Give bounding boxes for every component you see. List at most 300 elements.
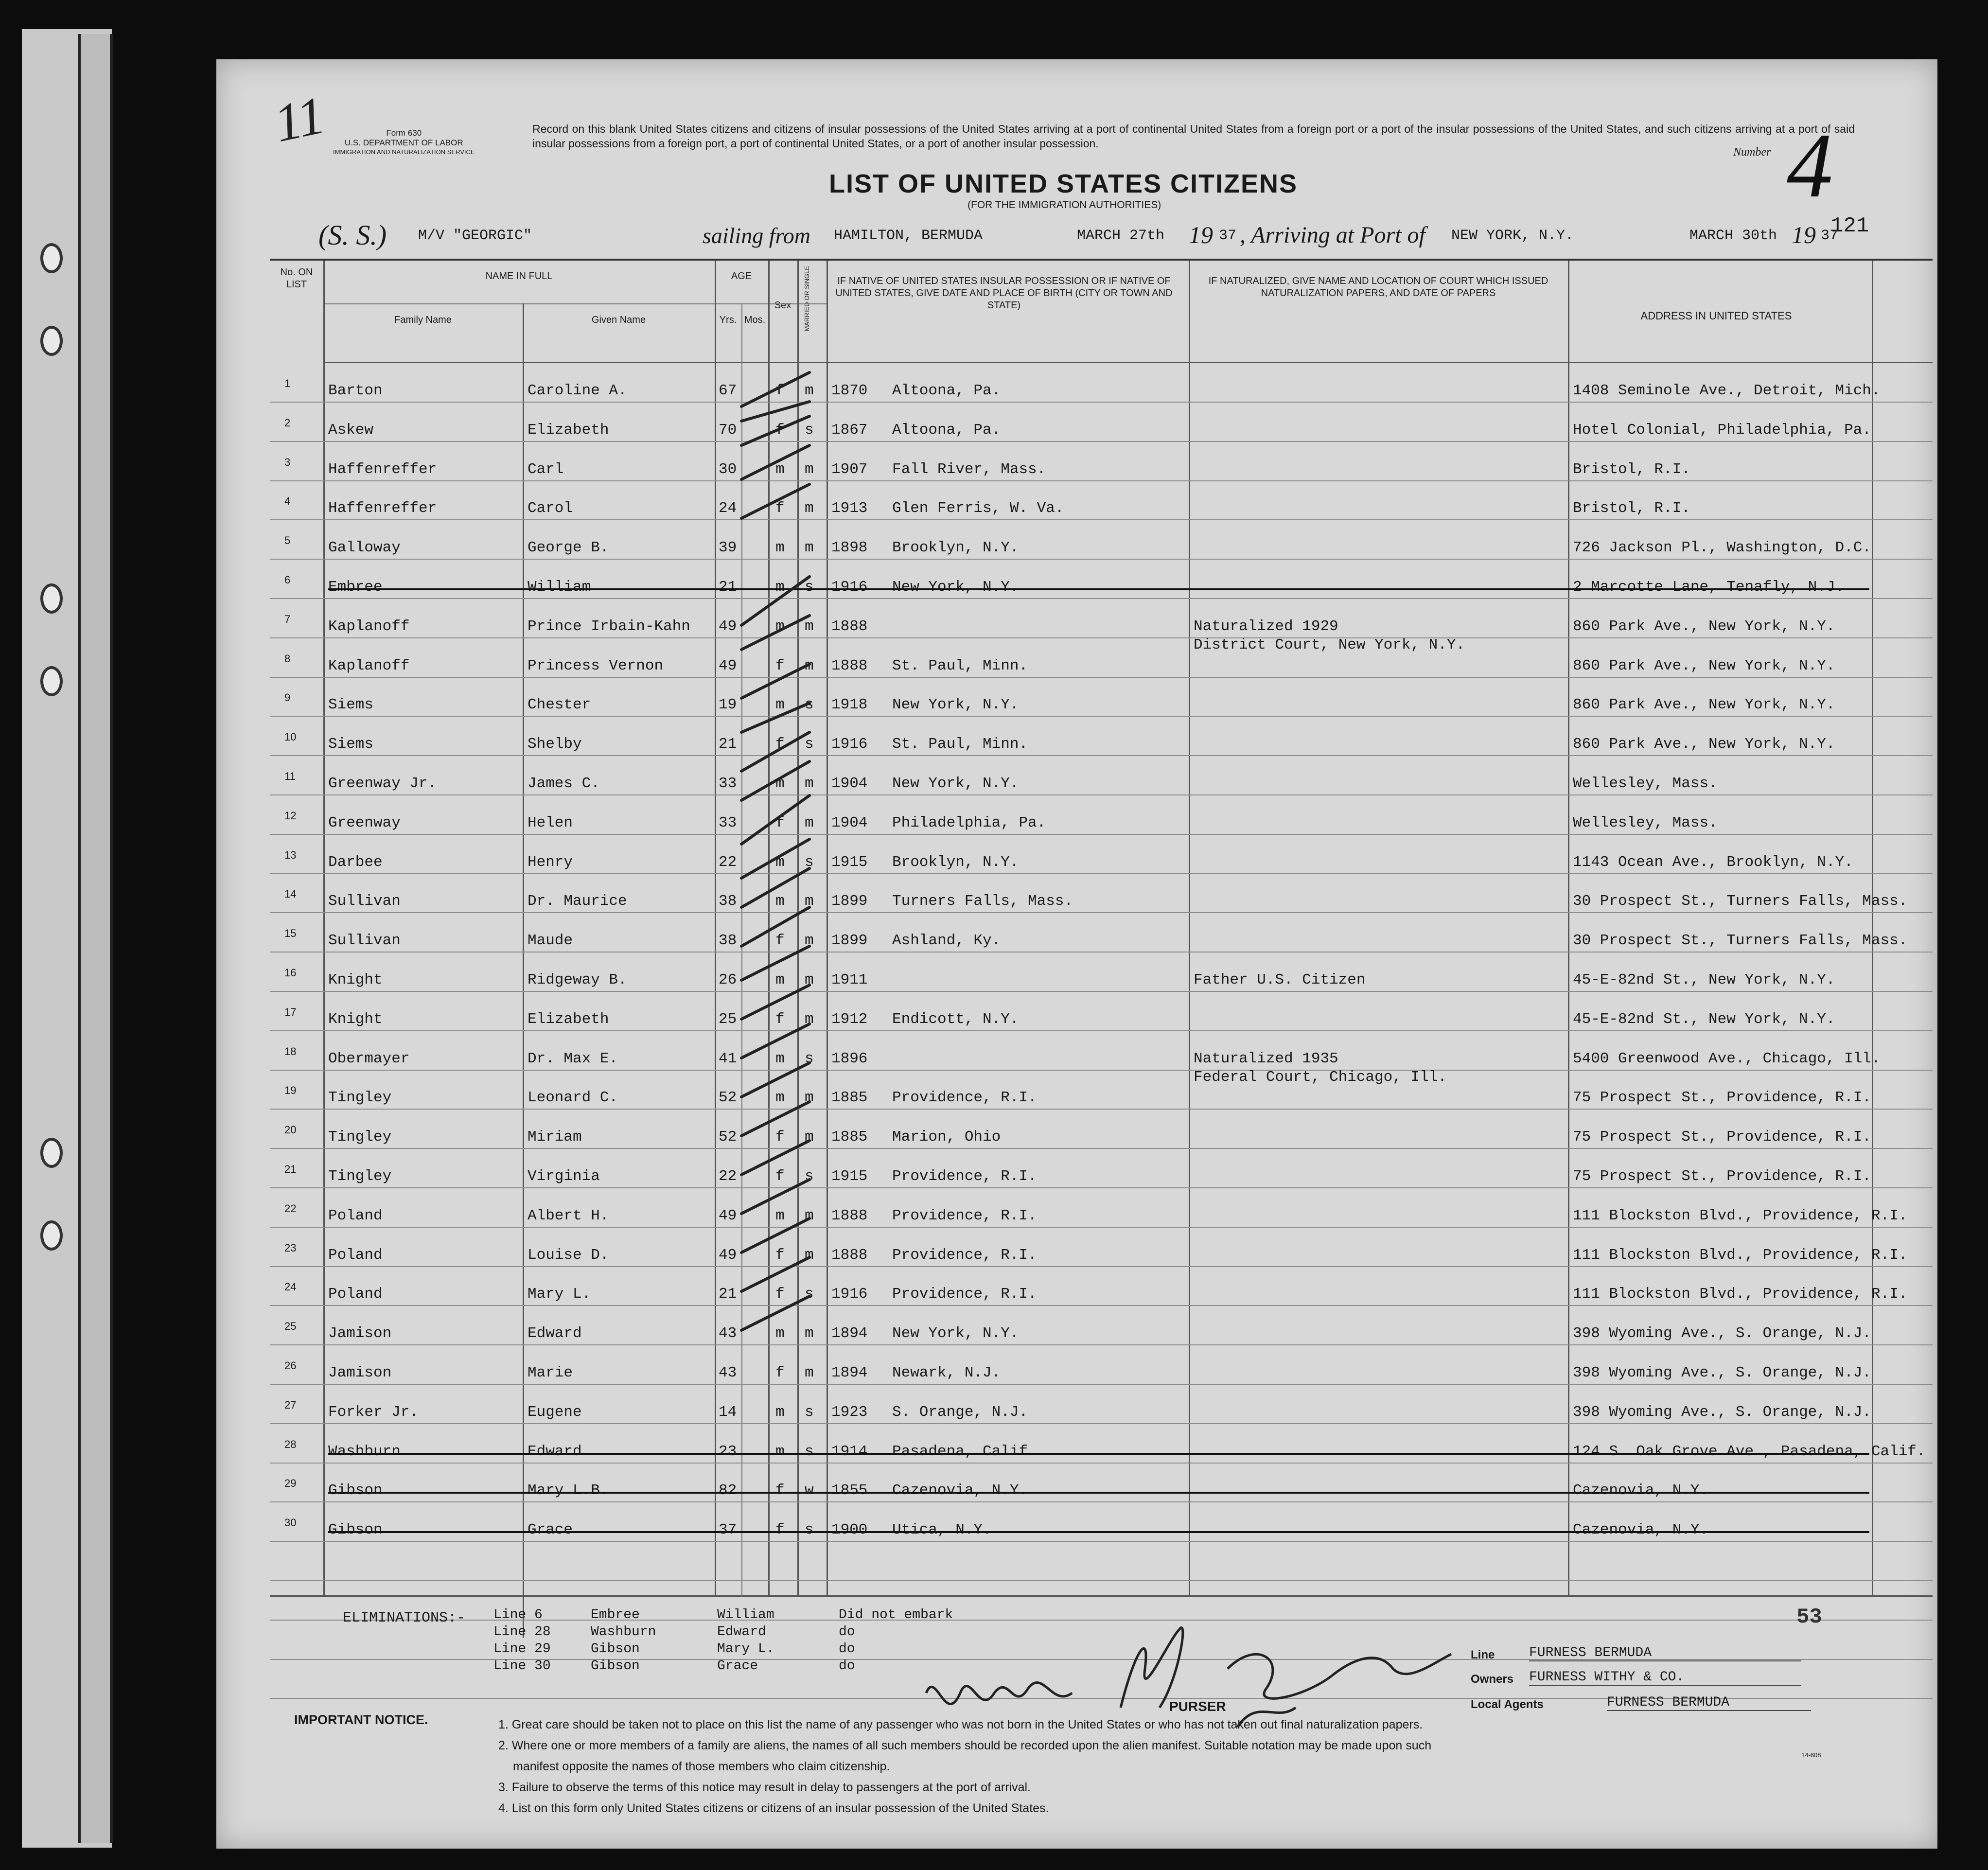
handwritten-mark: 11 bbox=[269, 85, 330, 154]
header-list-number: No. ON LIST bbox=[280, 267, 313, 290]
sex: m bbox=[775, 579, 785, 596]
sex: m bbox=[775, 1403, 785, 1421]
header-family-name: Family Name bbox=[394, 315, 452, 325]
ruled-line bbox=[270, 991, 1933, 992]
row-number: 24 bbox=[284, 1281, 297, 1293]
birth-place: Glen Ferris, W. Va. bbox=[892, 500, 1064, 517]
row-number: 2 bbox=[284, 416, 291, 429]
eliminations-label: ELIMINATIONS:- bbox=[343, 1610, 466, 1626]
notice-item: 1. Great care should be taken not to place on this list the name of any passenger who was not born in the United States or who has not taken out final naturalization papers. bbox=[498, 1718, 1423, 1731]
given-name: Eugene bbox=[528, 1403, 582, 1421]
given-name: Virginia bbox=[528, 1168, 600, 1185]
marital-status: m bbox=[805, 971, 814, 988]
marital-status: s bbox=[805, 1403, 814, 1421]
address: 30 Prospect St., Turners Falls, Mass. bbox=[1573, 932, 1908, 950]
naturalization-line2: Federal Court, Chicago, Ill. bbox=[1194, 1068, 1447, 1086]
punch-hole bbox=[40, 243, 63, 273]
family-name: Jamison bbox=[328, 1364, 392, 1381]
family-name: Haffenreffer bbox=[328, 460, 437, 478]
family-name: Kaplanoff bbox=[328, 617, 410, 635]
age: 21 bbox=[719, 1286, 737, 1303]
marital-status: m bbox=[805, 1207, 814, 1224]
marital-status: s bbox=[805, 1286, 814, 1303]
owners-value: FURNESS WITHY & CO. bbox=[1529, 1670, 1801, 1686]
address: 75 Prospect St., Providence, R.I. bbox=[1573, 1129, 1871, 1146]
birth-year: 1898 bbox=[831, 539, 868, 557]
given-name: Henry bbox=[528, 853, 573, 871]
address: 45-E-82nd St., New York, N.Y. bbox=[1573, 971, 1835, 988]
elimination-line: Line 6 bbox=[493, 1607, 543, 1623]
ruled-line bbox=[270, 1070, 1933, 1071]
punch-hole bbox=[40, 326, 63, 356]
address: 398 Wyoming Ave., S. Orange, N.J. bbox=[1573, 1403, 1871, 1421]
address: 75 Prospect St., Providence, R.I. bbox=[1573, 1168, 1871, 1185]
marital-status: m bbox=[805, 1364, 814, 1381]
given-name: Maude bbox=[528, 932, 573, 950]
age: 38 bbox=[719, 932, 737, 950]
ruled-line bbox=[270, 1384, 1933, 1385]
address: 726 Jackson Pl., Washington, D.C. bbox=[1573, 539, 1871, 557]
family-name: Embree bbox=[328, 579, 383, 596]
birth-place: Providence, R.I. bbox=[892, 1286, 1037, 1303]
given-name: Chester bbox=[528, 696, 591, 714]
row-number: 15 bbox=[284, 927, 297, 940]
family-name: Poland bbox=[328, 1246, 383, 1264]
marital-status: m bbox=[805, 539, 814, 557]
row-number: 16 bbox=[284, 967, 297, 979]
ruled-line bbox=[270, 1305, 1933, 1306]
sex: m bbox=[775, 1050, 785, 1067]
sex: m bbox=[775, 1443, 785, 1460]
ruled-line bbox=[270, 912, 1933, 913]
birth-year: 1885 bbox=[831, 1089, 868, 1107]
ss-label: (S. S.) bbox=[318, 219, 387, 251]
departure-date: MARCH 27th bbox=[1077, 228, 1165, 244]
departure-year-suffix: 37 bbox=[1219, 228, 1237, 244]
sex: m bbox=[775, 971, 785, 988]
marital-status: m bbox=[805, 893, 814, 910]
marital-status: w bbox=[805, 1482, 814, 1500]
age: 52 bbox=[719, 1089, 737, 1107]
address: 30 Prospect St., Turners Falls, Mass. bbox=[1573, 893, 1908, 910]
marital-status: s bbox=[805, 1443, 814, 1460]
column-rule bbox=[323, 261, 325, 1595]
row-number: 27 bbox=[284, 1398, 297, 1411]
birth-place: Altoona, Pa. bbox=[892, 382, 1001, 399]
elimination-given: Grace bbox=[717, 1658, 758, 1674]
elimination-given: Mary L. bbox=[717, 1641, 774, 1657]
birth-place: Pasadena, Calif. bbox=[892, 1443, 1037, 1460]
ruled-line bbox=[270, 1501, 1933, 1502]
notice-item: 2. Where one or more members of a family are aliens, the names of all such members should be recorded upon the alien manifest. Suitable notation may be made upon such bbox=[498, 1739, 1432, 1752]
given-name: Louise D. bbox=[528, 1246, 609, 1264]
birth-place: New York, N.Y. bbox=[892, 696, 1019, 714]
naturalization-line1: Naturalized 1935 bbox=[1194, 1050, 1338, 1067]
line-value: FURNESS BERMUDA bbox=[1529, 1645, 1801, 1661]
address: 398 Wyoming Ave., S. Orange, N.J. bbox=[1573, 1325, 1871, 1342]
marital-status: m bbox=[805, 1010, 814, 1028]
given-name: Marie bbox=[528, 1364, 573, 1381]
row-number: 5 bbox=[284, 534, 291, 547]
page-total: 53 bbox=[1796, 1605, 1822, 1629]
row-number: 28 bbox=[284, 1438, 297, 1450]
form-number: Form 630 bbox=[386, 128, 422, 138]
birth-year: 1885 bbox=[831, 1129, 868, 1146]
birth-place: St. Paul, Minn. bbox=[892, 657, 1028, 674]
birth-place: New York, N.Y. bbox=[892, 579, 1019, 596]
punch-hole bbox=[40, 1220, 63, 1251]
family-name: Forker Jr. bbox=[328, 1403, 419, 1421]
row-number: 12 bbox=[284, 809, 297, 822]
naturalization-line1: Father U.S. Citizen bbox=[1194, 971, 1366, 988]
marital-status: s bbox=[805, 853, 814, 871]
strikethrough-line bbox=[328, 1492, 1869, 1494]
marital-status: s bbox=[805, 1168, 814, 1185]
given-name: William bbox=[528, 579, 591, 596]
address: 860 Park Ave., New York, N.Y. bbox=[1573, 657, 1835, 674]
given-name: Mary L. bbox=[528, 1286, 591, 1303]
elimination-note: do bbox=[839, 1658, 855, 1674]
birth-year: 1912 bbox=[831, 1010, 868, 1028]
row-number: 26 bbox=[284, 1359, 297, 1372]
family-name: Tingley bbox=[328, 1168, 392, 1185]
given-name: Dr. Maurice bbox=[528, 893, 627, 910]
column-rule bbox=[1872, 261, 1873, 1595]
family-name: Washburn bbox=[328, 1443, 401, 1460]
address: 860 Park Ave., New York, N.Y. bbox=[1573, 617, 1835, 635]
family-name: Askew bbox=[328, 421, 374, 439]
sex: f bbox=[775, 736, 785, 753]
sailing-label: sailing from bbox=[703, 223, 810, 248]
birth-year: 1904 bbox=[831, 814, 868, 831]
ruled-line bbox=[270, 1423, 1933, 1424]
birth-place: New York, N.Y. bbox=[892, 1325, 1019, 1342]
header-months: Mos. bbox=[744, 315, 766, 325]
family-name: Gibson bbox=[328, 1521, 383, 1539]
age: 25 bbox=[719, 1010, 737, 1028]
given-name: Edward bbox=[528, 1325, 582, 1342]
ruled-line bbox=[270, 1109, 1933, 1110]
sex: m bbox=[775, 1207, 785, 1224]
row-number: 18 bbox=[284, 1045, 297, 1058]
elimination-family: Embree bbox=[591, 1607, 640, 1623]
punch-hole bbox=[40, 583, 63, 614]
birth-year: 1916 bbox=[831, 579, 868, 596]
given-name: George B. bbox=[528, 539, 609, 557]
elimination-given: William bbox=[717, 1607, 774, 1623]
age: 49 bbox=[719, 1207, 737, 1224]
family-name: Knight bbox=[328, 971, 383, 988]
birth-year: 1899 bbox=[831, 932, 868, 950]
marital-status: m bbox=[805, 657, 814, 674]
given-name: Shelby bbox=[528, 736, 582, 753]
family-name: Greenway Jr. bbox=[328, 775, 437, 792]
column-rule bbox=[827, 261, 828, 1595]
given-name: Carol bbox=[528, 500, 573, 517]
form-stamp bbox=[333, 128, 475, 156]
row-number: 21 bbox=[284, 1163, 297, 1175]
age: 24 bbox=[719, 500, 737, 517]
given-name: Albert H. bbox=[528, 1207, 609, 1224]
ruled-line bbox=[270, 441, 1933, 442]
sex: m bbox=[775, 539, 785, 557]
marital-status: m bbox=[805, 1325, 814, 1342]
given-name: Princess Vernon bbox=[528, 657, 664, 674]
line-label: Line bbox=[1471, 1648, 1495, 1661]
departure-port: HAMILTON, BERMUDA bbox=[834, 228, 983, 244]
birth-year: 1870 bbox=[831, 382, 868, 399]
age: 26 bbox=[719, 971, 737, 988]
sex: f bbox=[775, 421, 785, 439]
age: 30 bbox=[719, 460, 737, 478]
birth-year: 1855 bbox=[831, 1482, 868, 1500]
ruled-line bbox=[270, 952, 1933, 953]
row-number: 7 bbox=[284, 613, 291, 625]
arrival-port: NEW YORK, N.Y. bbox=[1451, 228, 1574, 244]
birth-year: 1915 bbox=[831, 1168, 868, 1185]
birth-year: 1888 bbox=[831, 657, 868, 674]
family-name: Darbee bbox=[328, 853, 383, 871]
header-sub-rule bbox=[323, 303, 827, 304]
header-age: AGE bbox=[731, 271, 752, 282]
address: 860 Park Ave., New York, N.Y. bbox=[1573, 736, 1835, 753]
age: 33 bbox=[719, 814, 737, 831]
address: 111 Blockston Blvd., Providence, R.I. bbox=[1573, 1286, 1908, 1303]
ruled-line bbox=[270, 598, 1933, 599]
back-sheet-edge bbox=[78, 34, 113, 1843]
header-married-single: MARRIED OR SINGLE bbox=[803, 265, 810, 332]
birth-place: New York, N.Y. bbox=[892, 775, 1019, 792]
row-number: 9 bbox=[284, 691, 291, 704]
birth-year: 1923 bbox=[831, 1403, 868, 1421]
row-number: 4 bbox=[284, 495, 291, 508]
birth-year: 1896 bbox=[831, 1050, 868, 1067]
sex: f bbox=[775, 1129, 785, 1146]
notice-item: 4. List on this form only United States citizens or citizens of an insular possession of the United States. bbox=[498, 1801, 1049, 1815]
notice-items bbox=[498, 1714, 1431, 1819]
birth-year: 1904 bbox=[831, 775, 868, 792]
page-title: LIST OF UNITED STATES CITIZENS bbox=[829, 169, 1298, 198]
address: 2 Marcotte Lane, Tenafly, N.J. bbox=[1573, 579, 1845, 596]
age: 22 bbox=[719, 1168, 737, 1185]
family-name: Jamison bbox=[328, 1325, 392, 1342]
row-number: 22 bbox=[284, 1202, 297, 1215]
family-name: Poland bbox=[328, 1207, 383, 1224]
address: Bristol, R.I. bbox=[1573, 500, 1690, 517]
birth-year: 1918 bbox=[831, 696, 868, 714]
birth-year: 1911 bbox=[831, 971, 868, 988]
ruled-line bbox=[270, 402, 1933, 403]
address: Wellesley, Mass. bbox=[1573, 814, 1718, 831]
ruled-line bbox=[270, 873, 1933, 874]
elimination-family: Washburn bbox=[591, 1624, 656, 1640]
sex: f bbox=[775, 1482, 785, 1500]
birth-year: 1867 bbox=[831, 421, 868, 439]
age: 52 bbox=[719, 1129, 737, 1146]
elimination-note: Did not embark bbox=[839, 1607, 953, 1623]
age: 37 bbox=[719, 1521, 737, 1539]
arrival-date: MARCH 30th bbox=[1689, 228, 1777, 244]
age: 21 bbox=[719, 579, 737, 596]
age: 41 bbox=[719, 1050, 737, 1067]
purser-label: PURSER bbox=[1169, 1699, 1226, 1714]
marital-status: s bbox=[805, 736, 814, 753]
ruled-line bbox=[270, 1148, 1933, 1149]
row-number: 29 bbox=[284, 1477, 297, 1490]
punch-hole bbox=[40, 1138, 63, 1168]
address: 1143 Ocean Ave., Brooklyn, N.Y. bbox=[1573, 853, 1853, 871]
owners-label: Owners bbox=[1471, 1673, 1514, 1686]
strikethrough-line bbox=[328, 1453, 1869, 1455]
birth-year: 1915 bbox=[831, 853, 868, 871]
marital-status: m bbox=[805, 382, 814, 399]
family-name: Galloway bbox=[328, 539, 401, 557]
sex: f bbox=[775, 814, 785, 831]
row-number: 1 bbox=[284, 377, 291, 389]
address: 45-E-82nd St., New York, N.Y. bbox=[1573, 1010, 1835, 1028]
marital-status: s bbox=[805, 1521, 814, 1539]
ruled-line bbox=[270, 637, 1933, 638]
birth-place: Endicott, N.Y. bbox=[892, 1010, 1019, 1028]
given-name: Helen bbox=[528, 814, 573, 831]
family-name: Sullivan bbox=[328, 932, 401, 950]
header-given-name: Given Name bbox=[591, 315, 646, 325]
strikethrough-line bbox=[328, 1531, 1869, 1533]
marital-status: m bbox=[805, 500, 814, 517]
address: 111 Blockston Blvd., Providence, R.I. bbox=[1573, 1246, 1908, 1264]
given-name: Caroline A. bbox=[528, 382, 627, 399]
arrival-year-prefix: 19 bbox=[1792, 221, 1816, 248]
address: 398 Wyoming Ave., S. Orange, N.J. bbox=[1573, 1364, 1871, 1381]
marital-status: m bbox=[805, 1129, 814, 1146]
row-number: 23 bbox=[284, 1241, 297, 1254]
birth-place: Brooklyn, N.Y. bbox=[892, 853, 1019, 871]
header-bottom-rule bbox=[323, 362, 1933, 363]
naturalization-line1: Naturalized 1929 bbox=[1194, 617, 1338, 635]
address: 1408 Seminole Ave., Detroit, Mich. bbox=[1573, 382, 1881, 399]
notice-label: IMPORTANT NOTICE. bbox=[294, 1712, 428, 1727]
row-number: 11 bbox=[284, 770, 296, 782]
sex: f bbox=[775, 1010, 785, 1028]
age: 43 bbox=[719, 1364, 737, 1381]
elimination-note: do bbox=[839, 1624, 855, 1640]
age: 49 bbox=[719, 617, 737, 635]
age: 49 bbox=[719, 1246, 737, 1264]
departure-year-prefix: 19 bbox=[1189, 221, 1213, 248]
service-name: IMMIGRATION AND NATURALIZATION SERVICE bbox=[333, 148, 475, 156]
row-number: 3 bbox=[284, 456, 291, 468]
marital-status: m bbox=[805, 814, 814, 831]
family-name: Kaplanoff bbox=[328, 657, 410, 674]
ruled-line bbox=[270, 1030, 1933, 1031]
marital-status: m bbox=[805, 1089, 814, 1107]
sex: m bbox=[775, 1325, 785, 1342]
birth-place: Marion, Ohio bbox=[892, 1129, 1001, 1146]
ruled-line bbox=[270, 1266, 1933, 1267]
address: 5400 Greenwood Ave., Chicago, Ill. bbox=[1573, 1050, 1881, 1067]
sex: f bbox=[775, 1364, 785, 1381]
ruled-line bbox=[270, 677, 1933, 678]
given-name: Miriam bbox=[528, 1129, 582, 1146]
naturalization-line2: District Court, New York, N.Y. bbox=[1194, 636, 1465, 653]
strikethrough-line bbox=[328, 588, 1869, 590]
ruled-line bbox=[270, 559, 1933, 560]
row-number: 25 bbox=[284, 1320, 297, 1333]
age: 33 bbox=[719, 775, 737, 792]
header-years: Yrs. bbox=[719, 315, 737, 325]
birth-year: 1907 bbox=[831, 460, 868, 478]
row-number: 6 bbox=[284, 574, 291, 586]
page-stamp: 121 bbox=[1830, 214, 1869, 238]
elimination-family: Gibson bbox=[591, 1641, 640, 1657]
address: 111 Blockston Blvd., Providence, R.I. bbox=[1573, 1207, 1908, 1224]
sex: m bbox=[775, 460, 785, 478]
row-number: 10 bbox=[284, 731, 297, 743]
notice-item: 3. Failure to observe the terms of this notice may result in delay to passengers at the port of arrival. bbox=[498, 1781, 1031, 1794]
elimination-line: Line 28 bbox=[493, 1624, 551, 1640]
family-name: Greenway bbox=[328, 814, 401, 831]
given-name: Prince Irbain-Kahn bbox=[528, 617, 690, 635]
row-number: 8 bbox=[284, 652, 291, 665]
header-naturalization: IF NATURALIZED, GIVE NAME AND LOCATION OF COURT WHICH ISSUED NATURALIZATION PAPERS, AND DATE OF PAPERS bbox=[1208, 276, 1548, 299]
row-number: 14 bbox=[284, 888, 297, 900]
sex: m bbox=[775, 617, 785, 635]
sex: f bbox=[775, 1246, 785, 1264]
row-number: 17 bbox=[284, 1006, 297, 1018]
family-name: Obermayer bbox=[328, 1050, 410, 1067]
form-code: 14-608 bbox=[1801, 1751, 1821, 1759]
birth-place: Turners Falls, Mass. bbox=[892, 893, 1073, 910]
ruled-line bbox=[270, 1541, 1933, 1542]
marital-status: m bbox=[805, 932, 814, 950]
agents-value: FURNESS BERMUDA bbox=[1607, 1695, 1811, 1711]
ruled-line bbox=[270, 1463, 1933, 1464]
ruled-line bbox=[270, 480, 1933, 481]
sex: f bbox=[775, 1521, 785, 1539]
family-name: Poland bbox=[328, 1286, 383, 1303]
column-rule bbox=[1568, 261, 1569, 1595]
marital-status: s bbox=[805, 696, 814, 714]
elimination-line: Line 30 bbox=[493, 1658, 551, 1674]
sex: f bbox=[775, 382, 785, 399]
age: 23 bbox=[719, 1443, 737, 1460]
family-name: Sullivan bbox=[328, 893, 401, 910]
ruled-line bbox=[270, 755, 1933, 756]
ruled-line bbox=[270, 1187, 1933, 1188]
birth-year: 1899 bbox=[831, 893, 868, 910]
given-name: Mary L.B. bbox=[528, 1482, 609, 1500]
row-number: 13 bbox=[284, 848, 297, 861]
birth-place: Brooklyn, N.Y. bbox=[892, 539, 1019, 557]
age: 38 bbox=[719, 893, 737, 910]
age: 43 bbox=[719, 1325, 737, 1342]
birth-place: Cazenovia, N.Y. bbox=[892, 1482, 1028, 1500]
given-name: Dr. Max E. bbox=[528, 1050, 618, 1067]
department-name: U.S. DEPARTMENT OF LABOR bbox=[344, 138, 463, 148]
age: 14 bbox=[719, 1403, 737, 1421]
sex: f bbox=[775, 657, 785, 674]
birth-place: Newark, N.J. bbox=[892, 1364, 1001, 1381]
age: 39 bbox=[719, 539, 737, 557]
marital-status: m bbox=[805, 617, 814, 635]
age: 67 bbox=[719, 382, 737, 399]
age: 49 bbox=[719, 657, 737, 674]
family-name: Tingley bbox=[328, 1089, 392, 1107]
manifest-page bbox=[216, 59, 1937, 1849]
sex: m bbox=[775, 775, 785, 792]
address: 75 Prospect St., Providence, R.I. bbox=[1573, 1089, 1871, 1107]
age: 82 bbox=[719, 1482, 737, 1500]
